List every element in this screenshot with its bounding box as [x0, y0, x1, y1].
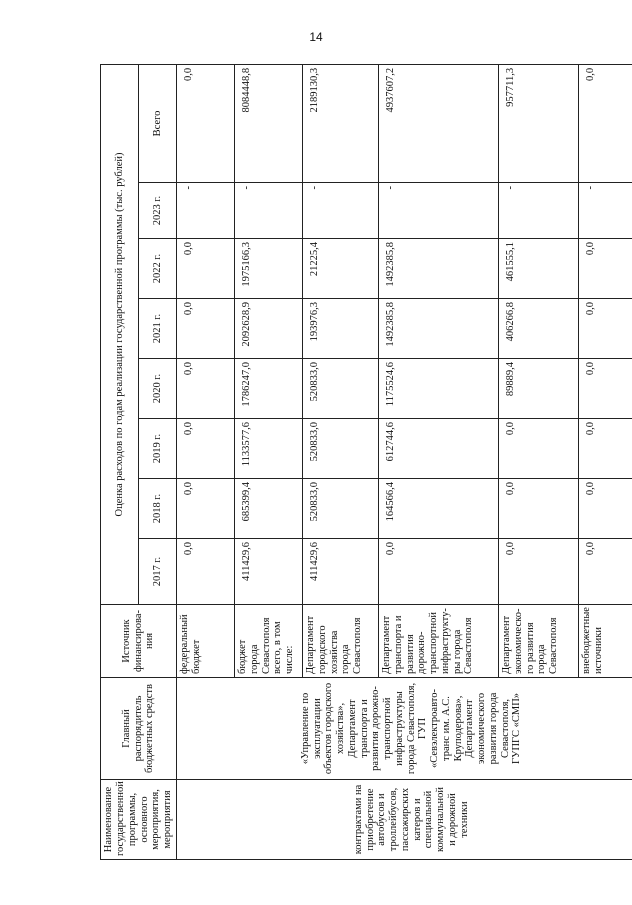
value-cell: 89889,4 — [499, 359, 579, 419]
source-cell: бюджет города Севастополя всего, в том числе: — [235, 605, 303, 678]
value-cell: 0,0 — [379, 539, 499, 605]
value-cell: - — [579, 183, 632, 239]
value-cell: 0,0 — [499, 479, 579, 539]
header-year: 2021 г. — [139, 299, 177, 359]
value-cell: 0,0 — [177, 419, 235, 479]
header-name: Наименование государственной программы, основного мероприятия, мероприятия — [101, 780, 177, 860]
value-cell: - — [235, 183, 303, 239]
value-cell: 164566,4 — [379, 479, 499, 539]
value-cell: - — [379, 183, 499, 239]
source-cell: Департамент транспорта и развития дорожно-транспортной инфраструкту-ры города Севастополя — [379, 605, 499, 678]
value-cell: 612744,6 — [379, 419, 499, 479]
source-cell: внебюджетные источники — [579, 605, 632, 678]
header-year: 2018 г. — [139, 479, 177, 539]
value-cell: 1786247,0 — [235, 359, 303, 419]
source-cell: Департамент экономическо-го развития города Севастополя — [499, 605, 579, 678]
value-cell: 0,0 — [177, 359, 235, 419]
header-year: 2019 г. — [139, 419, 177, 479]
header-source: Источник финансирова-ния — [101, 605, 177, 678]
value-cell: 411429,6 — [303, 539, 379, 605]
value-cell: 0,0 — [579, 479, 632, 539]
header-total: Всего — [139, 64, 177, 182]
value-cell: 0,0 — [579, 539, 632, 605]
value-cell: 0,0 — [579, 239, 632, 299]
value-cell: 2092628,9 — [235, 299, 303, 359]
value-cell: - — [177, 183, 235, 239]
value-cell: 0,0 — [579, 299, 632, 359]
source-cell: федеральный бюджет — [177, 605, 235, 678]
rotated-table-container — [100, 65, 608, 860]
value-cell: 0,0 — [177, 299, 235, 359]
value-cell: - — [303, 183, 379, 239]
total-cell: 0,0 — [177, 64, 235, 182]
header-year: 2017 г. — [139, 539, 177, 605]
value-cell: 1175524,6 — [379, 359, 499, 419]
value-cell: 193976,3 — [303, 299, 379, 359]
value-cell: 21225,4 — [303, 239, 379, 299]
header-manager: Главный распорядитель бюджетных средств — [101, 678, 177, 780]
value-cell: 0,0 — [579, 359, 632, 419]
value-cell: 520833,0 — [303, 419, 379, 479]
total-cell: 957711,3 — [499, 64, 579, 182]
header-estimate: Оценка расходов по годам реализации государственной программы (тыс. рублей) — [101, 64, 139, 604]
value-cell: 1133577,6 — [235, 419, 303, 479]
value-cell: 461555,1 — [499, 239, 579, 299]
budget-table — [100, 64, 632, 860]
value-cell: 0,0 — [177, 239, 235, 299]
table-row — [177, 64, 235, 859]
value-cell: 0,0 — [579, 419, 632, 479]
value-cell: 1492385,8 — [379, 299, 499, 359]
name-cell: контрактами на приобретение автобусов и троллейбусов, пассажирских катеров и специальной коммунальной и дорожной техники — [177, 780, 632, 860]
value-cell: 520833,0 — [303, 479, 379, 539]
value-cell: - — [499, 183, 579, 239]
value-cell: 520833,0 — [303, 359, 379, 419]
total-cell: 8084448,8 — [235, 64, 303, 182]
value-cell: 1492385,8 — [379, 239, 499, 299]
value-cell: 406266,8 — [499, 299, 579, 359]
value-cell: 0,0 — [177, 539, 235, 605]
source-cell: Департамент городского хозяйства города Севастополя — [303, 605, 379, 678]
page-number: 14 — [309, 30, 323, 44]
value-cell: 685399,4 — [235, 479, 303, 539]
value-cell: 411429,6 — [235, 539, 303, 605]
total-cell: 0,0 — [579, 64, 632, 182]
manager-cell: «Управление по эксплуатации объектов городского хозяйства», Департамент транспорта и развития дорожно-транспортной инфраструктуры города Севастополя, ГУП «Севэлектроавто-транс им. А.С. Круподерова», Департамент экономического развития города Севастополя, ГУПГС «СМП» — [177, 678, 632, 780]
value-cell: 0,0 — [499, 539, 579, 605]
header-year: 2020 г. — [139, 359, 177, 419]
value-cell: 1975166,3 — [235, 239, 303, 299]
value-cell: 0,0 — [499, 419, 579, 479]
header-year: 2022 г. — [139, 239, 177, 299]
value-cell: 0,0 — [177, 479, 235, 539]
header-year: 2023 г. — [139, 183, 177, 239]
total-cell: 2189130,3 — [303, 64, 379, 182]
total-cell: 4937607,2 — [379, 64, 499, 182]
